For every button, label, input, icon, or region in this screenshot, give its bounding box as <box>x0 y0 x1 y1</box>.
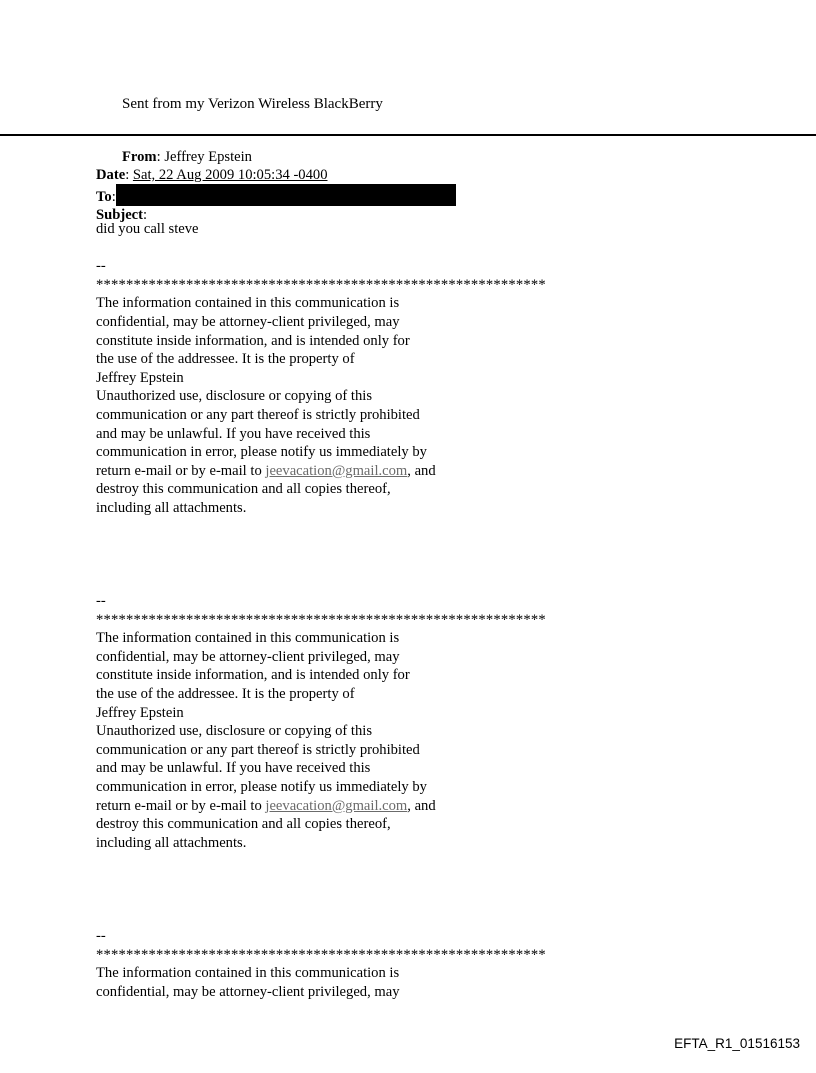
disclaimer-line: and may be unlawful. If you have received this <box>96 760 371 777</box>
disclaimer-line: communication or any part thereof is strictly prohibited <box>96 406 420 423</box>
disclaimer-line: confidential, may be attorney-client privileged, may <box>96 313 400 330</box>
stars-divider: ************************************************************ <box>96 946 546 963</box>
sent-from-line: Sent from my Verizon Wireless BlackBerry <box>122 96 383 112</box>
subject-separator: : <box>143 207 148 223</box>
from-row <box>96 148 456 166</box>
disclaimer-line: Jeffrey Epstein <box>96 369 184 386</box>
document-id: EFTA_R1_01516153 <box>674 1036 800 1051</box>
stars-divider: ************************************************************ <box>96 276 546 293</box>
disclaimer-line: and may be unlawful. If you have received this <box>96 425 371 442</box>
disclaimer-block <box>96 294 576 517</box>
disclaimer-line: constitute inside information, and is intended only for <box>96 667 410 684</box>
disclaimer-line: The information contained in this communication is <box>96 630 400 647</box>
disclaimer-line: constitute inside information, and is intended only for <box>96 332 410 349</box>
disclaimer-line: the use of the addressee. It is the property of <box>96 351 355 368</box>
date-label: Date <box>96 167 126 183</box>
email-link[interactable]: jeevacation@gmail.com <box>265 462 408 479</box>
disclaimer-line: communication or any part thereof is strictly prohibited <box>96 741 420 758</box>
signature-dash: -- <box>96 258 106 275</box>
to-row <box>96 184 456 206</box>
date-row <box>96 166 456 184</box>
email-link[interactable]: jeevacation@gmail.com <box>265 797 408 814</box>
email-prefix: return e-mail or by e-mail to <box>96 462 266 479</box>
disclaimer-line: destroy this communication and all copies thereof, <box>96 816 391 833</box>
header-divider <box>0 134 816 136</box>
redaction-bar <box>116 184 456 206</box>
to-separator: : <box>111 189 116 205</box>
disclaimer-line: the use of the addressee. It is the property of <box>96 686 355 703</box>
disclaimer-line: Unauthorized use, disclosure or copying of this <box>96 723 373 740</box>
message-text: did you call steve <box>96 221 199 237</box>
disclaimer-line: confidential, may be attorney-client privileged, may <box>96 983 400 1000</box>
to-label: To <box>96 189 112 205</box>
from-label: From <box>122 149 157 165</box>
from-value: Jeffrey Epstein <box>164 149 252 165</box>
email-header <box>96 148 456 224</box>
date-separator: : <box>125 167 130 183</box>
disclaimer-line: including all attachments. <box>96 834 247 851</box>
disclaimer-email-line <box>96 797 576 816</box>
disclaimer-line: Unauthorized use, disclosure or copying of this <box>96 388 373 405</box>
signature-dash: -- <box>96 593 106 610</box>
email-suffix: , and <box>407 462 436 479</box>
disclaimer-line: communication in error, please notify us immediately by <box>96 779 427 796</box>
disclaimer-line: The information contained in this communication is <box>96 965 400 982</box>
disclaimer-line: confidential, may be attorney-client privileged, may <box>96 648 400 665</box>
from-separator: : <box>156 149 161 165</box>
email-suffix: , and <box>407 797 436 814</box>
subject-label: Subject <box>96 207 144 223</box>
disclaimer-line: Jeffrey Epstein <box>96 704 184 721</box>
signature-dash: -- <box>96 928 106 944</box>
disclaimer-block <box>96 629 576 852</box>
date-value: Sat, 22 Aug 2009 10:05:34 -0400 <box>132 167 328 183</box>
disclaimer-line: destroy this communication and all copies thereof, <box>96 481 391 498</box>
email-body <box>96 220 576 1001</box>
disclaimer-line: communication in error, please notify us immediately by <box>96 444 427 461</box>
email-prefix: return e-mail or by e-mail to <box>96 797 266 814</box>
disclaimer-block-partial <box>96 964 576 1001</box>
disclaimer-line: The information contained in this communication is <box>96 295 400 312</box>
stars-divider: ************************************************************ <box>96 611 546 628</box>
disclaimer-email-line <box>96 462 576 481</box>
disclaimer-line: including all attachments. <box>96 499 247 516</box>
